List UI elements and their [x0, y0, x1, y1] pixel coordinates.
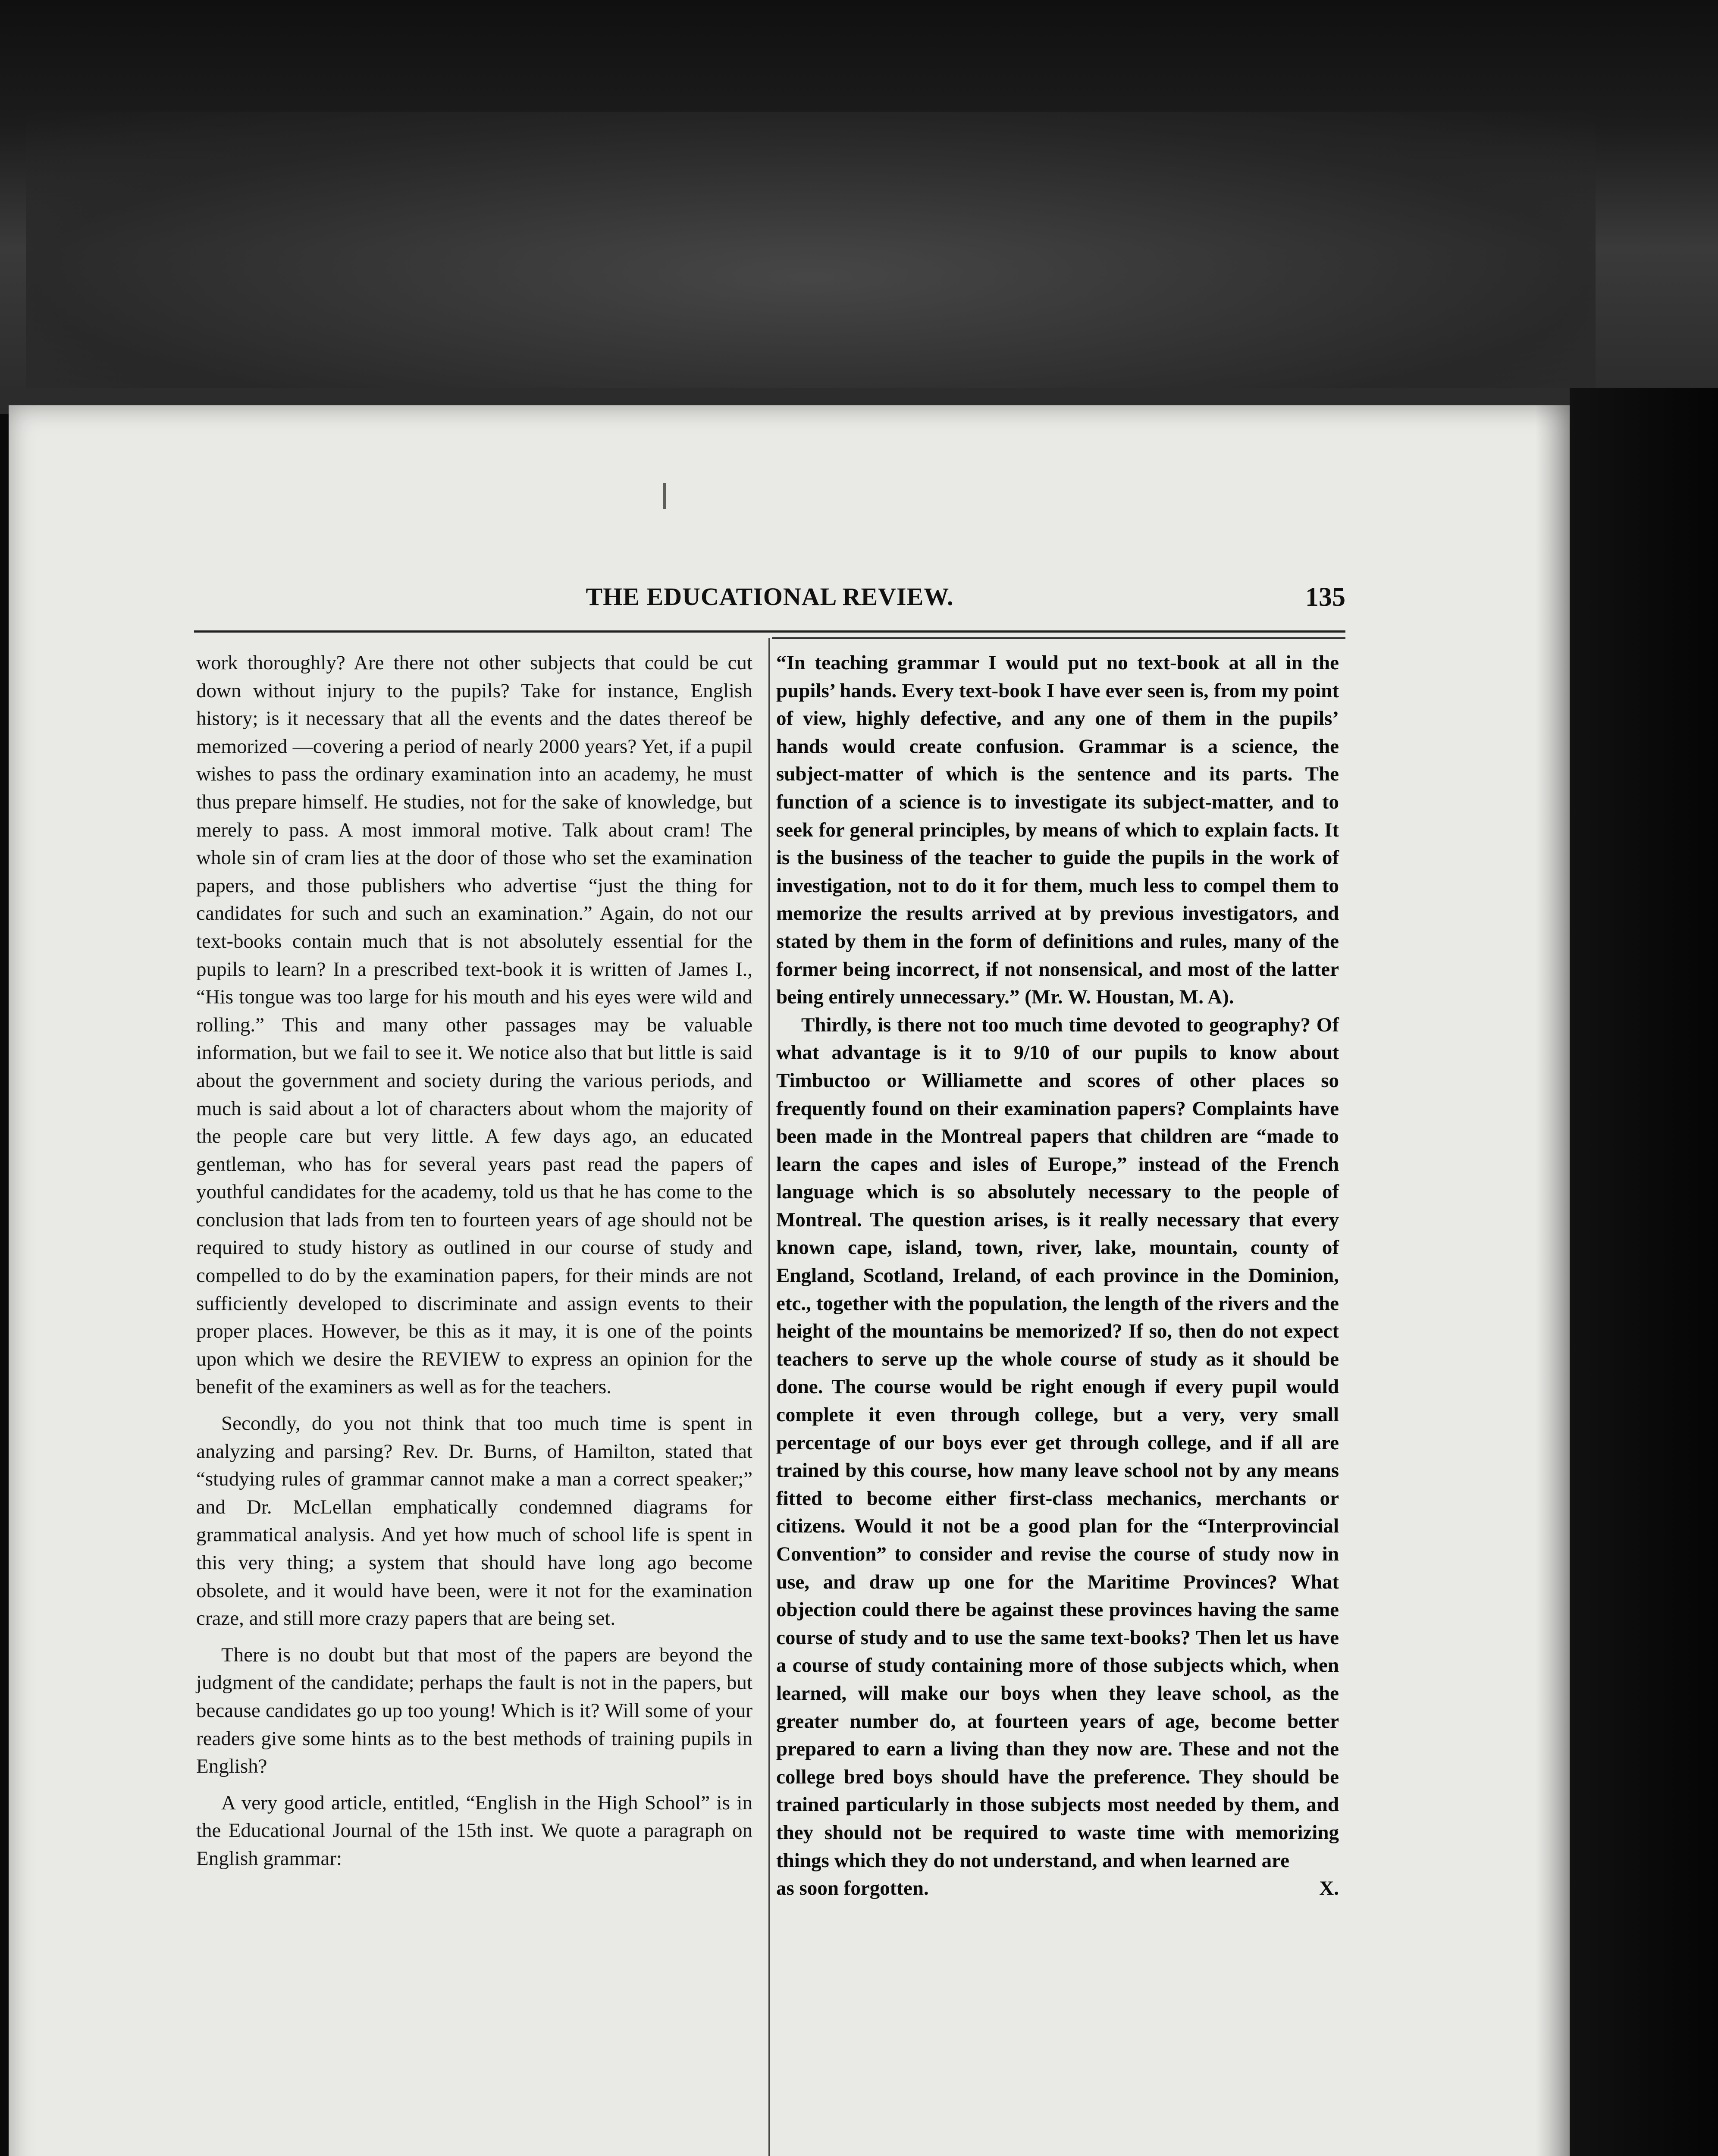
film-smudge [26, 112, 1596, 388]
header-rule [194, 630, 1345, 633]
author-signature: X. [1319, 1877, 1339, 1900]
paragraph: Secondly, do you not think that too much time is spent in analyzing and parsing? Rev. Dr. Burns, of Hamilton, stated that “studying rules of grammar cannot make a man a correct speaker;” and Dr. McLellan emphatically condemned diagrams for grammatical analysis. And yet how much of school life is spent in this very thing; a system that should have long ago become obsolete, and it would have been, were it not for the examination craze, and still more crazy papers that are being set. [196, 1412, 752, 1630]
film-border-top [0, 0, 1718, 414]
closing-line [776, 1874, 1339, 1902]
column-divider [768, 638, 770, 2156]
paragraph: work thoroughly? Are there not other subjects that could be cut down without injury to the pupils? Take for instance, English history; is it necessary that all the events and the dates thereof be memorized —covering a period of nearly 2000 years? Yet, if a pupil wishes to pass the ordinary examination into an academy, he must thus prepare himself. He studies, not for the sake of knowledge, but merely to pass. A most immoral motive. Talk about cram! The whole sin of cram lies at the door of those who set the examination papers, and those publishers who advertise “just the thing for candidates for such and such an examination.” Again, do not our text-books contain much that is not absolutely essential for the pupils to learn? In a prescribed text-book it is written of James I., “His tongue was too large for his mouth and his eyes were wild and rolling.” This and many other passages may be valuable information, but we fail to see it. We notice also that but little is said about the government and society during the various periods, and much is said about a lot of characters about whom the majority of the people care but very little. A few days ago, an educated gentleman, who has for several years past read the papers of youthful candidates for the academy, told us that he has come to the conclusion that lads from ten to fourteen years of age should not be required to study history as outlined in our course of study and compelled to do by the examination papers, for their minds are not sufficiently developed to discriminate and assign events to their proper places. However, be this as it may, it is one of the points upon which we desire the REVIEW to express an opinion for the benefit of the examiners as well as for the teachers. [196, 652, 752, 1398]
header-rule-secondary [772, 637, 1345, 639]
paragraph: Thirdly, is there not too much time devoted to geography? Of what advantage is it to 9/10 of our pupils to know about Timbuctoo or Williamette and scores of other places so frequently found on their examination papers? Complaints have been made in the Montreal papers that children are “made to learn the capes and isles of Europe,” instead of the French language which is so absolutely necessary to the people of Montreal. The question arises, is it really necessary that every known cape, island, town, river, lake, mountain, county of England, Scotland, Ireland, of each province in the Dominion, etc., together with the population, the length of the rivers and the height of the mountains be memorized? If so, then do not expect teachers to serve up the whole course of study as it should be done. The course would be right enough if every pupil would complete it even through college, but a very, very small percentage of our boys ever get through college, and if all are trained by this course, how many leave school not by any means fitted to become either first-class mechanics, merchants or citizens. Would it not be a good plan for the “Interprovincial Convention” to consider and revise the course of study now in use, and draw up one for the Maritime Provinces? What objection could there be against these provinces having the same course of study and to use the same text-books? Then let us have a course of study containing more of those subjects which, when learned, will make our boys when they leave school, as the greater number do, at fourteen years of age, become better prepared to earn a living than they now are. These and not the college bred boys should have the preference. They should be trained particularly in those subjects most needed by them, and they should not be required to waste time with memorizing things which they do not understand, and when learned are [776, 1013, 1339, 1872]
paragraph: There is no doubt but that most of the papers are beyond the judgment of the candidate; perhaps the fault is not in the papers, but because candidates go up too young! Which is it? Will some of your readers give some hints as to the best methods of training pupils in English? [196, 1643, 752, 1778]
journal-title: THE EDUCATIONAL REVIEW. [586, 583, 954, 611]
film-border-right [1570, 388, 1718, 2156]
running-header [194, 582, 1345, 617]
closing-text: as soon forgotten. [776, 1877, 929, 1900]
page-number: 135 [1305, 583, 1345, 612]
paragraph: A very good article, entitled, “English in the High School” is in the Educational Journal of the 15th inst. We quote a paragraph on English grammar: [196, 1791, 752, 1870]
stray-mark [663, 483, 666, 509]
left-column [196, 649, 752, 1873]
page-edge-shadow [1535, 405, 1570, 2156]
right-column [776, 649, 1339, 1902]
grammar-quote: “In teaching grammar I would put no text-book at all in the pupils’ hands. Every text-book I have ever seen is, from my point of view, highly defective, and any one of them in the pupils’ hands would create confusion. Grammar is a science, the subject-matter of which is the sentence and its parts. The function of a science is to investigate its subject-matter, and to seek for general principles, by means of which to explain facts. It is the business of the teacher to guide the pupils in the work of investigation, not to do it for them, much less to compel them to memorize the results arrived at by previous investigators, and stated by them in the form of definitions and rules, many of the former being incorrect, if not nonsensical, and most of the latter being entirely unnecessary.” (Mr. W. Houstan, M. A). [776, 652, 1339, 1009]
